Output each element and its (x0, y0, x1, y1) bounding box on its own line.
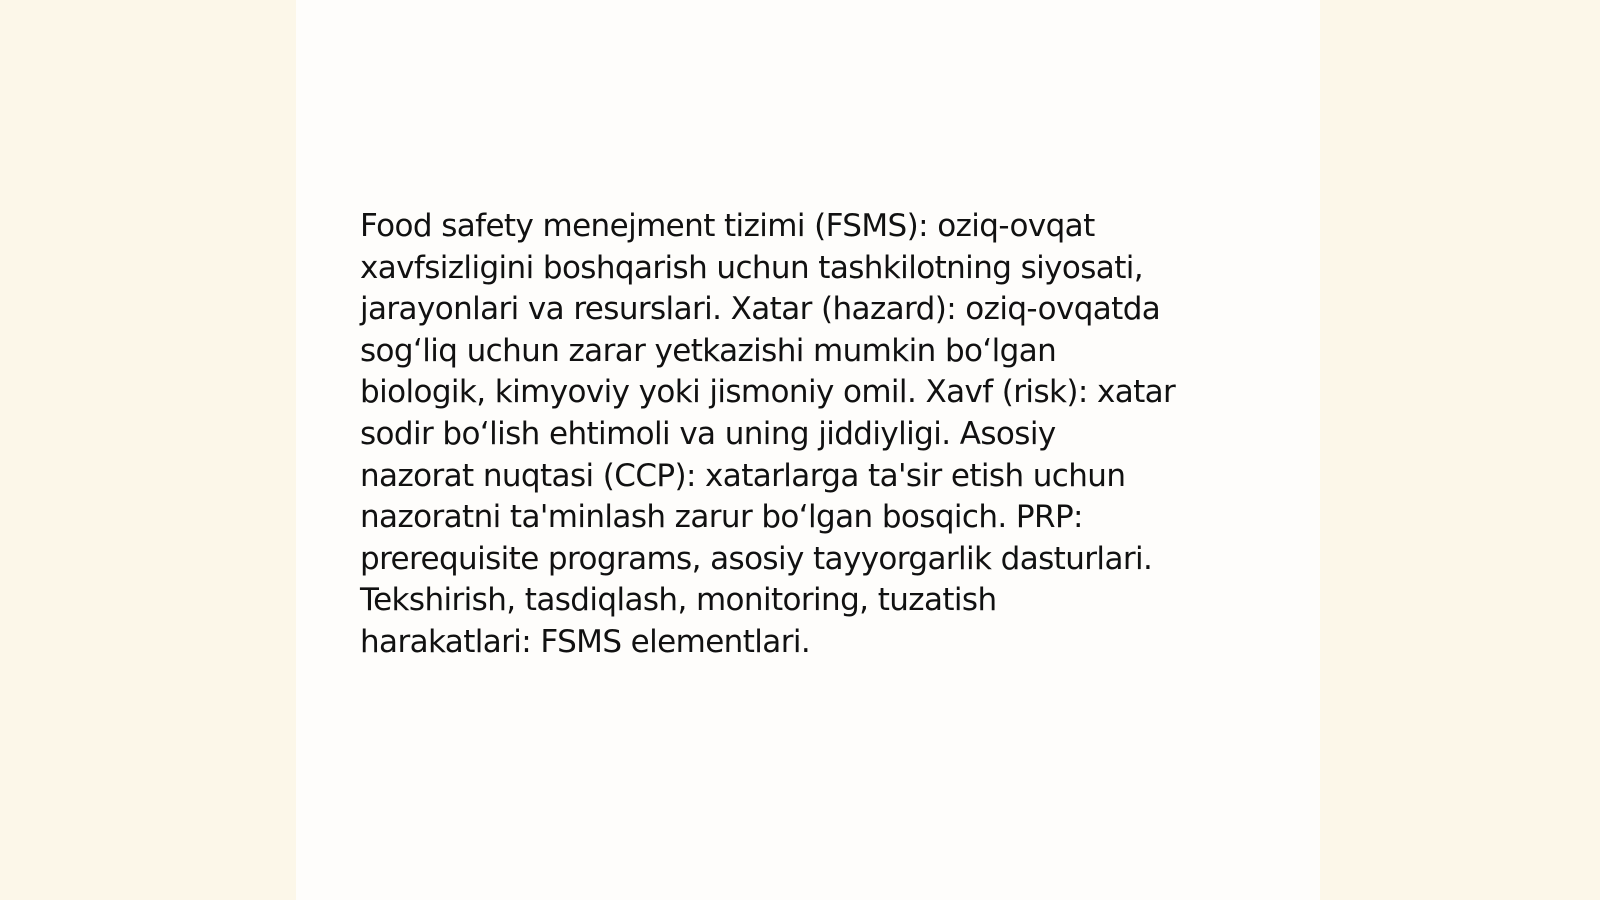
slide (296, 0, 1320, 900)
slide-body-text: Food safety menejment tizimi (FSMS): oziq-ovqat xavfsizligini boshqarish uchun tashkilotning siyosati, jarayonlari va resurslari. Xatar (hazard): oziq-ovqatda sog‘liq uchun zarar yetkazishi mumkin bo‘lgan biologik, kimyoviy yoki jismoniy omil. Xavf (risk): xatar sodir bo‘lish ehtimoli va uning jiddiyligi. Asosiy nazorat nuqtasi (CCP): xatarlarga ta'sir etish uchun nazoratni ta'minlash zarur bo‘lgan bosqich. PRP: prerequisite programs, asosiy tayyorgarlik dasturlari. Tekshirish, tasdiqlash, monitoring, tuzatish harakatlari: FSMS elementlari. (360, 208, 1176, 660)
